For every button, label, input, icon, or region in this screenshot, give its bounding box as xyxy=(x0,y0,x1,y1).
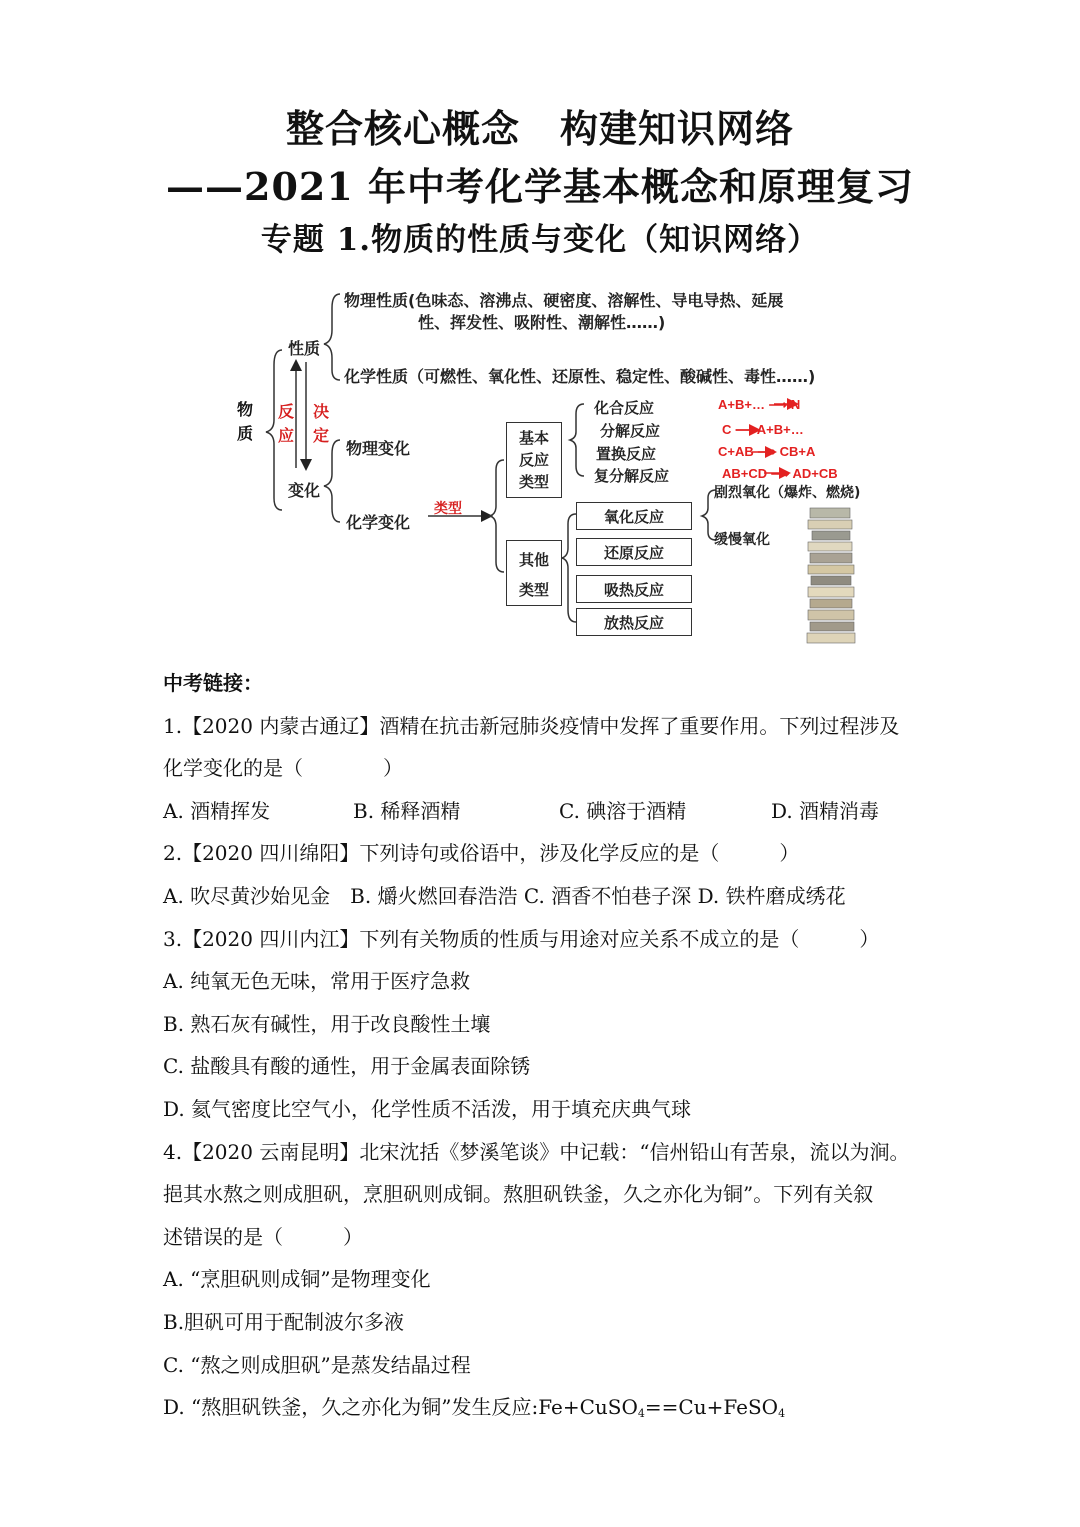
q2-stem: 2.【2020 四川绵阳】下列诗句或俗语中，涉及化学反应的是（ ） xyxy=(163,841,800,866)
knowledge-network-diagram xyxy=(228,270,888,650)
q4-stem-line-2: 挹其水熬之则成胆矾，烹胆矾则成铜。熬胆矾铁釜，久之亦化为铜”。下列有关叙 xyxy=(163,1182,874,1207)
equation-decomposition: C ⟶ A+B+… xyxy=(722,422,804,437)
q3-option-a: A. 纯氧无色无味，常用于医疗急救 xyxy=(163,969,471,994)
basic-type-decomposition: 分解反应 xyxy=(600,422,661,440)
root-label: 物 质 xyxy=(236,400,253,443)
violent-oxidation: 剧烈氧化（爆炸、燃烧) xyxy=(714,485,861,501)
chemical-property: 化学性质（可燃性、氧化性、还原性、稳定性、酸碱性、毒性……) xyxy=(344,367,816,386)
type-label: 类型 xyxy=(434,501,462,517)
q3-option-d: D. 氦气密度比空气小，化学性质不活泼，用于填充庆典气球 xyxy=(163,1096,692,1121)
physical-property-line-1: 物理性质(色味态、溶沸点、硬密度、溶解性、导电导热、延展 xyxy=(344,291,784,310)
q1-option-c: C. 碘溶于酒精 xyxy=(559,798,687,823)
basic-type-double-decomposition: 复分解反应 xyxy=(594,467,670,485)
physical-change: 物理变化 xyxy=(346,439,411,458)
physical-property-line-2: 性、挥发性、吸附性、潮解性……) xyxy=(418,313,666,332)
determine-label: 决 定 xyxy=(312,402,329,445)
q1-stem-line-2: 化学变化的是（ ） xyxy=(163,756,403,781)
q4-option-d: D. “熬胆矾铁釜，久之亦化为铜”发生反应:Fe+CuSO$_4$==Cu+FeSO$_4$ xyxy=(163,1395,786,1421)
change-node: 变化 xyxy=(288,481,321,500)
book-stack-icon xyxy=(807,508,855,643)
q2-options: A. 吹尽黄沙始见金 B. 爝火燃回春浩浩 C. 酒香不怕巷子深 D. 铁杵磨成绣花 xyxy=(163,883,846,908)
exam-links-section xyxy=(163,662,963,1429)
basic-type-combination: 化合反应 xyxy=(594,399,655,417)
section-header: 中考链接： xyxy=(163,671,263,695)
q1-option-d: D. 酒精消毒 xyxy=(771,798,880,823)
q4-option-c: C. “熬之则成胆矾”是蒸发结晶过程 xyxy=(163,1352,471,1377)
subtitle: ——2021 年中考化学基本概念和原理复习 xyxy=(166,164,914,209)
q1-options xyxy=(163,790,963,833)
endothermic-box: 吸热反应 xyxy=(576,575,692,603)
property-node: 性质 xyxy=(288,339,321,358)
equation-double-decomposition: AB+CD ⟶ AD+CB xyxy=(722,466,838,481)
other-types-box: 其他 类型 xyxy=(506,540,562,606)
q4-option-a: A. “烹胆矾则成铜”是物理变化 xyxy=(163,1267,431,1292)
q1-option-a: A. 酒精挥发 xyxy=(163,798,271,823)
equation-displacement: C+AB ⟶ CB+A xyxy=(718,444,816,459)
equation-combination: A+B+… ⟶ N xyxy=(718,397,801,412)
title-part-1: 整合核心概念 xyxy=(285,106,520,151)
q1-stem-line-1: 1.【2020 内蒙古通辽】酒精在抗击新冠肺炎疫情中发挥了重要作用。下列过程涉及 xyxy=(163,713,900,738)
q3-option-b: B. 熟石灰有碱性，用于改良酸性土壤 xyxy=(163,1011,491,1036)
q1-option-b: B. 稀释酒精 xyxy=(353,798,461,823)
reaction-label: 反 应 xyxy=(277,402,294,445)
q4-stem-line-1: 4.【2020 云南昆明】北宋沈括《梦溪笔谈》中记载：“信州铅山有苦泉，流以为涧。 xyxy=(163,1139,910,1164)
reduction-box: 还原反应 xyxy=(576,538,692,566)
oxidation-box: 氧化反应 xyxy=(576,502,692,530)
q3-option-c: C. 盐酸具有酸的通性，用于金属表面除锈 xyxy=(163,1054,531,1079)
main-title xyxy=(0,98,1080,153)
q4-option-b: B.胆矾可用于配制波尔多液 xyxy=(163,1309,405,1334)
exothermic-box: 放热反应 xyxy=(576,608,692,636)
q3-stem: 3.【2020 四川内江】下列有关物质的性质与用途对应关系不成立的是（ ） xyxy=(163,926,880,951)
slow-oxidation: 缓慢氧化 xyxy=(714,532,770,548)
chemical-change: 化学变化 xyxy=(346,513,411,532)
topic-title: 专题 1.物质的性质与变化（知识网络） xyxy=(260,222,820,258)
basic-type-displacement: 置换反应 xyxy=(596,445,657,463)
basic-reaction-box: 基本 反应 类型 xyxy=(506,422,562,498)
title-part-2: 构建知识网络 xyxy=(560,106,795,151)
q4-stem-line-3: 述错误的是（ ） xyxy=(163,1224,363,1249)
